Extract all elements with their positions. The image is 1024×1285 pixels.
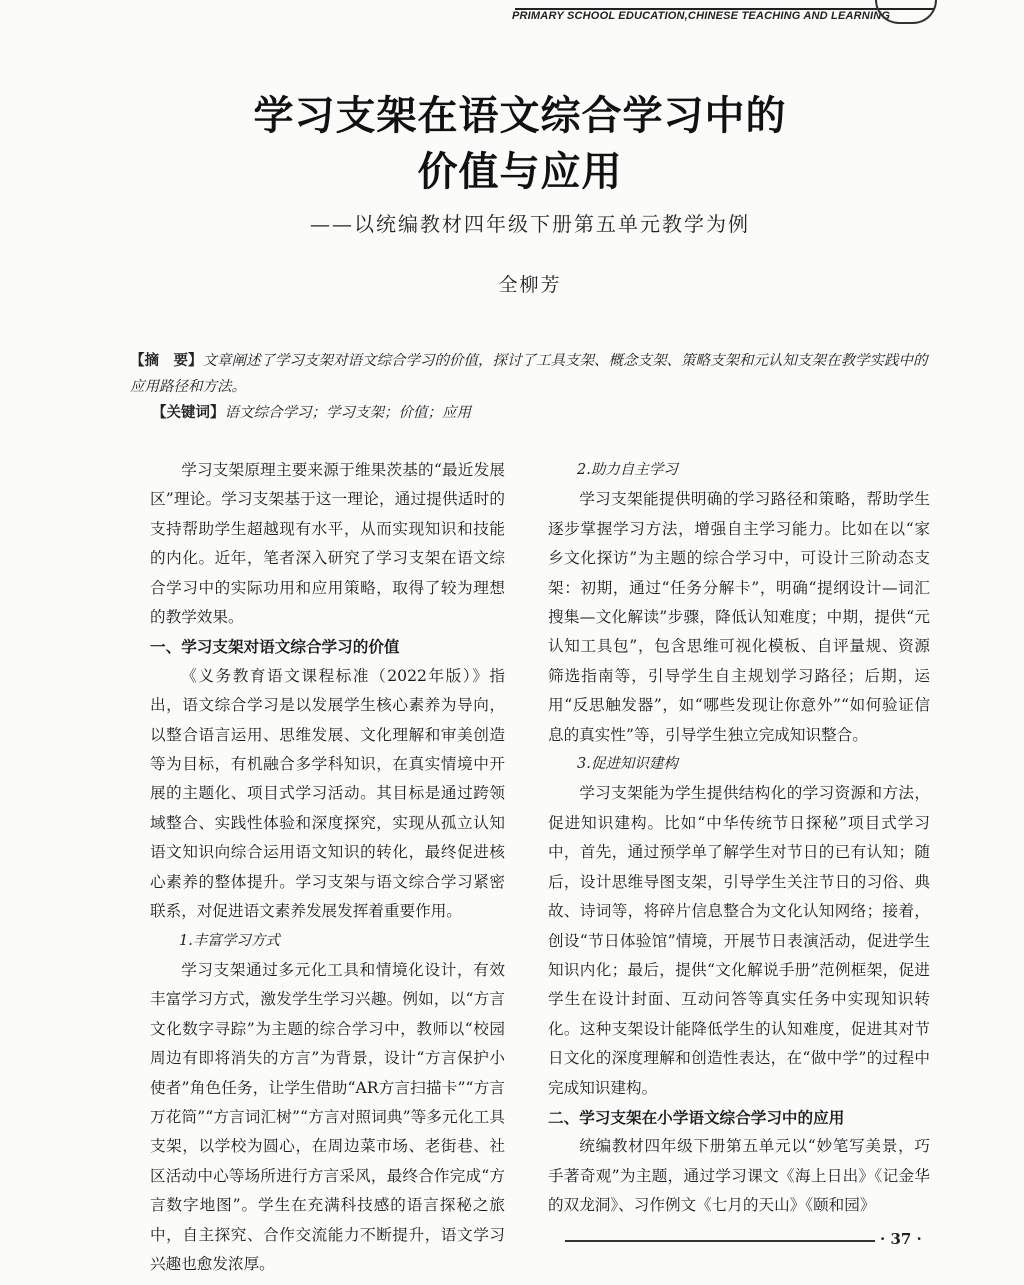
keywords [152, 400, 852, 426]
paragraph: 学习支架能为学生提供结构化的学习资源和方法，促进知识建构。比如“中华传统节日探秘”项目式学习中，首先，通过预学单了解学生对节日的已有认知；随后，设计思维导图支架，引导学生关注节日的习俗、典故、诗词等，将碎片信息整合为文化认知网络；接着，创设“节日体验馆”情境，开展节日表演活动，促进学生知识内化；最后，提供“文化解说手册”范例框架，促进学生在设计封面、互动问答等真实任务中实现知识转化。这种支架设计能降低学生的认知难度，促进其对节日文化的深度理解和创造性表达，在“做中学”的过程中完成知识建构。 [548, 784, 930, 1097]
keywords-text: 语文综合学习；学习支架；价值；应用 [224, 405, 471, 421]
title-line-1: 学习支架在语文综合学习中的 [253, 93, 787, 139]
body-left-column [150, 456, 505, 1279]
author-name: 全柳芳 [498, 274, 562, 296]
paragraph: 统编教材四年级下册第五单元以“妙笔写美景，巧手著奇观”为主题，通过学习课文《海上日出》《记金华的双龙洞》、习作例文《七月的天山》《颐和园》 [548, 1137, 930, 1215]
article-subtitle: ——以统编教材四年级下册第五单元教学为例 [310, 212, 750, 236]
page-number: · 37 · [880, 1230, 922, 1248]
body-right-column [548, 456, 930, 1221]
subsection-heading: 3.促进知识建构 [577, 756, 678, 773]
subsection-heading: 1.丰富学习方式 [179, 932, 280, 949]
section-heading-2: 二、学习支架在小学语文综合学习中的应用 [548, 1107, 845, 1127]
abstract-label: 【摘 要】 [130, 352, 203, 369]
abstract-text: 文章阐述了学习支架对语文综合学习的价值，探讨了工具支架、概念支架、策略支架和元认知支架在教学实践中的应用路径和方法。 [130, 353, 928, 395]
paragraph: 学习支架通过多元化工具和情境化设计，有效丰富学习方式，激发学生学习兴趣。例如，以“方言文化数字寻踪”为主题的综合学习中，教师以“校园周边有即将消失的方言”为背景，设计“方言保护小使者”角色任务，让学生借助“AR方言扫描卡”“方言万花筒”“方言词汇树”“方言对照词典”等多元化工具支架，以学校为圆心，在周边菜市场、老街巷、社区活动中心等场所进行方言采风，最终合作完成“方言数字地图”。学生在充满科技感的语言探秘之旅中，自主探究、合作交流能力不断提升，语文学习兴趣也愈发浓厚。 [150, 960, 505, 1273]
intro-paragraph: 学习支架原理主要来源于维果茨基的“最近发展区”理论。学习支架基于这一理论，通过提供适时的支持帮助学生超越现有水平，从而实现知识和技能的内化。近年，笔者深入研究了学习支架在语文综合学习中的实际功用和应用策略，取得了较为理想的教学效果。 [150, 461, 505, 627]
section-heading-1: 一、学习支架对语文综合学习的价值 [150, 637, 400, 657]
subsection-heading: 2.助力自主学习 [577, 462, 678, 478]
journal-english-name: PRIMARY SCHOOL EDUCATION,CHINESE TEACHING AND LEARNING [512, 10, 891, 22]
paragraph: 《义务教育语文课程标准（2022年版）》指出，语文综合学习是以发展学生核心素养为导向，以整合语言运用、思维发展、文化理解和审美创造等为目标，有机融合多学科知识，在真实情境中开展的主题化、项目式学习活动。其目标是通过跨领域整合、实践性体验和深度探究，实现从孤立认知语文知识向综合运用语文知识的转化，最终促进核心素养的整体提升。学习支架与语文综合学习紧密联系，对促进语文素养发展发挥着重要作用。 [150, 666, 505, 921]
article-title [150, 88, 890, 200]
paragraph: 学习支架能提供明确的学习路径和策略，帮助学生逐步掌握学习方法，增强自主学习能力。比如在以“家乡文化探访”为主题的综合学习中，可设计三阶动态支架：初期，通过“任务分解卡”，明确“提纲设计—词汇搜集—文化解读”步骤，降低认知难度；中期，提供“元认知工具包”，包含思维可视化模板、自评量规、资源筛选指南等，引导学生自主规划学习路径；后期，运用“反思触发器”，如“哪些发现让你意外”“如何验证信息的真实性”等，引导学生独立完成知识整合。 [548, 490, 930, 744]
footer-rule [565, 1240, 875, 1242]
keywords-label: 【关键词】 [152, 404, 225, 421]
abstract [130, 348, 930, 400]
title-line-2: 价值与应用 [417, 149, 623, 195]
